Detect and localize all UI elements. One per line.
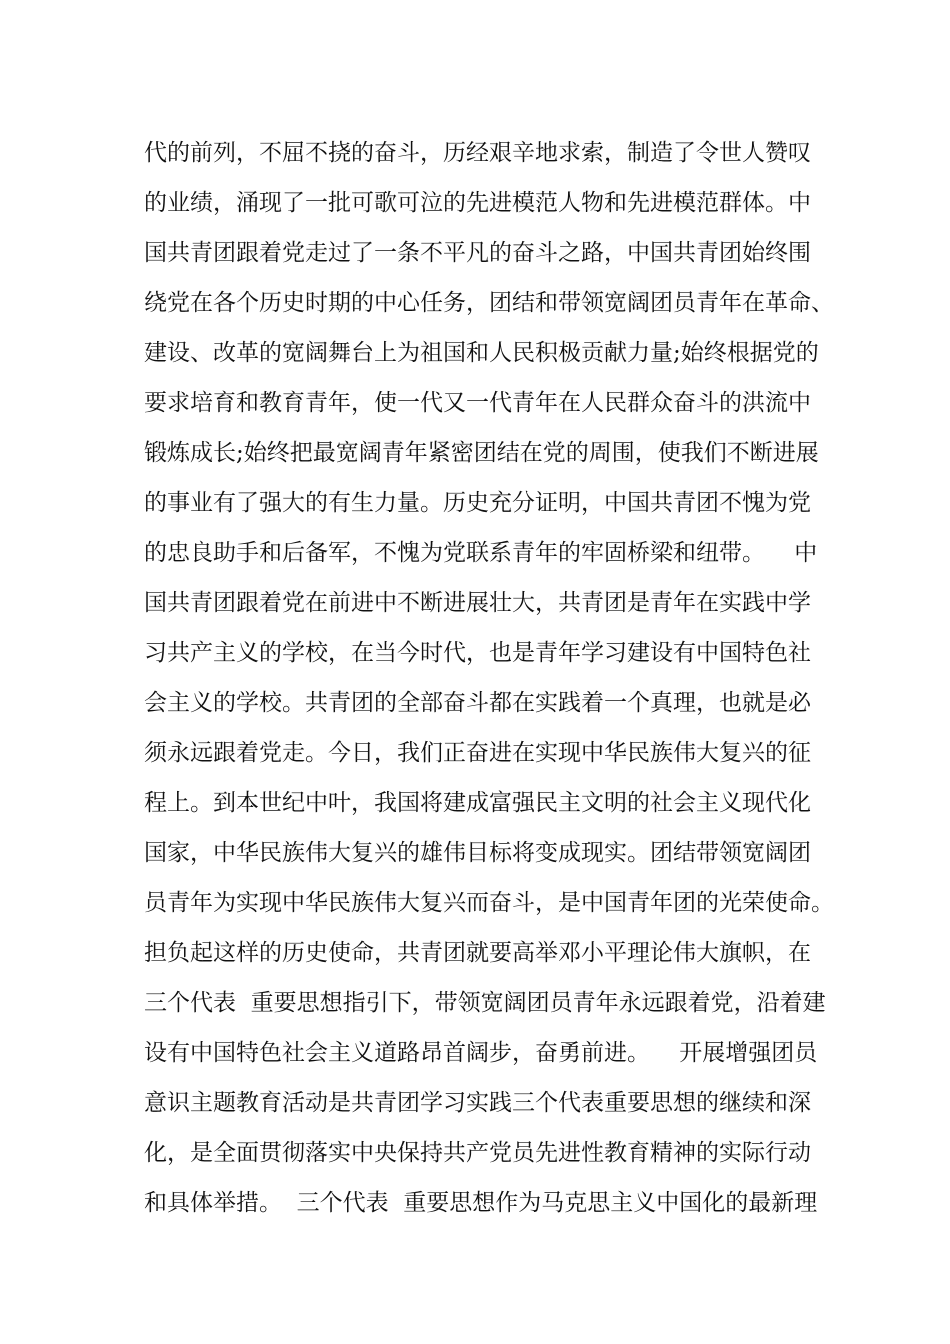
- text-line: 程上。到本世纪中叶，我国将建成富强民主文明的社会主义现代化: [144, 790, 811, 816]
- text-line: 国共青团跟着党在前进中不断进展壮大，共青团是青年在实践中学: [144, 590, 811, 616]
- text-line: 员青年为实现中华民族伟大复兴而奋斗，是中国青年团的光荣使命。: [144, 890, 834, 916]
- text-line: 的业绩，涌现了一批可歌可泣的先进模范人物和先进模范群体。中: [144, 190, 811, 216]
- text-line: 国家，中华民族伟大复兴的雄伟目标将变成现实。团结带领宽阔团: [144, 840, 811, 866]
- text-line: 代的前列，不屈不挠的奋斗，历经艰辛地求索，制造了令世人赞叹: [144, 140, 811, 166]
- body-text: [144, 128, 834, 1228]
- text-line: 国共青团跟着党走过了一条不平凡的奋斗之路，中国共青团始终围: [144, 240, 811, 266]
- text-line: 的忠良助手和后备军，不愧为党联系青年的牢固桥梁和纽带。 中: [144, 540, 818, 566]
- text-line: 要求培育和教育青年，使一代又一代青年在人民群众奋斗的洪流中: [144, 390, 811, 416]
- text-line: 三个代表 重要思想指引下，带领宽阔团员青年永远跟着党，沿着建: [144, 990, 826, 1016]
- text-line: 的事业有了强大的有生力量。历史充分证明，中国共青团不愧为党: [144, 490, 811, 516]
- text-line: 绕党在各个历史时期的中心任务，团结和带领宽阔团员青年在革命、: [144, 290, 834, 316]
- text-line: 设有中国特色社会主义道路昂首阔步，奋勇前进。 开展增强团员: [144, 1040, 818, 1066]
- text-line: 化，是全面贯彻落实中央保持共产党员先进性教育精神的实际行动: [144, 1140, 811, 1166]
- text-line: 担负起这样的历史使命，共青团就要高举邓小平理论伟大旗帜，在: [144, 940, 811, 966]
- text-line: 锻炼成长;始终把最宽阔青年紧密团结在党的周围，使我们不断进展: [144, 440, 819, 466]
- text-line: 建设、改革的宽阔舞台上为祖国和人民积极贡献力量;始终根据党的: [144, 340, 819, 366]
- text-line: 须永远跟着党走。今日，我们正奋进在实现中华民族伟大复兴的征: [144, 740, 811, 766]
- text-line: 意识主题教育活动是共青团学习实践三个代表重要思想的继续和深: [144, 1090, 811, 1116]
- text-line: 会主义的学校。共青团的全部奋斗都在实践着一个真理，也就是必: [144, 690, 811, 716]
- text-line: 习共产主义的学校，在当今时代，也是青年学习建设有中国特色社: [144, 640, 811, 666]
- text-line: 和具体举措。 三个代表 重要思想作为马克思主义中国化的最新理: [144, 1190, 818, 1216]
